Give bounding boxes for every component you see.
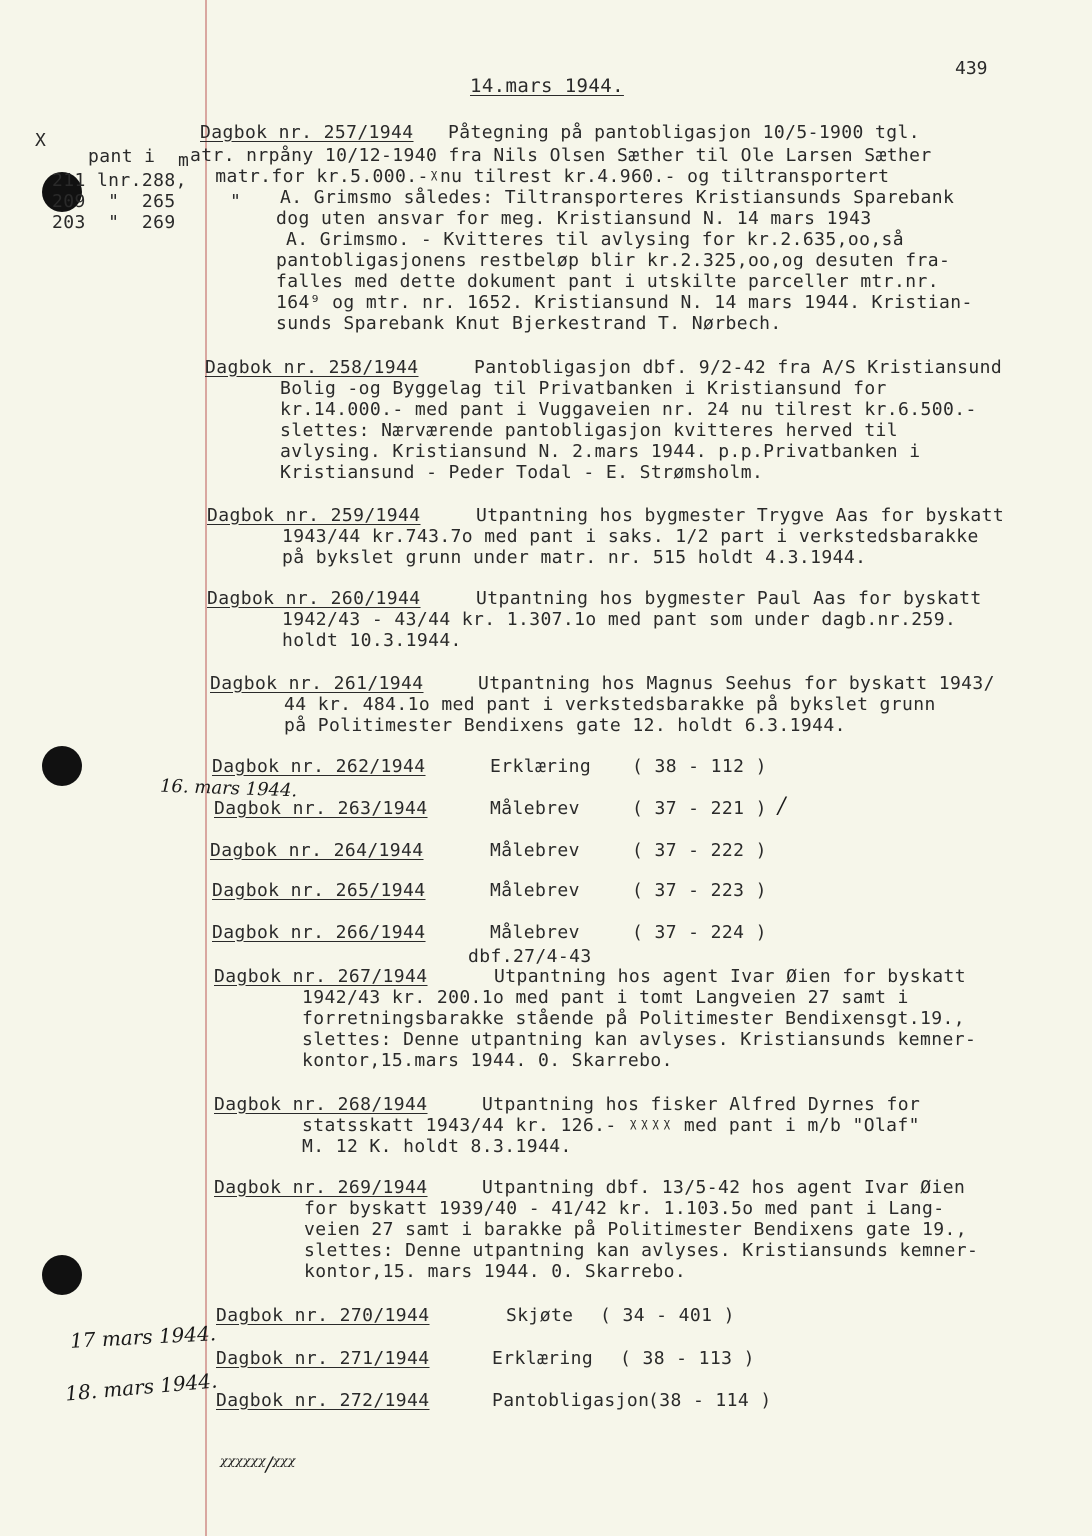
entry-line: 1942/43 kr. 200.1o med pant i tomt Langveien 27 samt i xyxy=(302,987,909,1008)
entry-line: kontor,15.mars 1944. 0. Skarrebo. xyxy=(302,1050,673,1071)
entry-doc-type: Pantobligasjon xyxy=(492,1390,650,1411)
entry-line: Utpantning hos bygmester Paul Aas for byskatt xyxy=(476,588,982,609)
entry-id: Dagbok nr. 269/1944 xyxy=(214,1177,428,1198)
entry-id: Dagbok nr. 258/1944 xyxy=(205,357,419,378)
handwritten-mark: / xyxy=(778,794,786,819)
entry-doc-type: Målebrev xyxy=(490,840,580,861)
entry-line: statsskatt 1943/44 kr. 126.- ᵡᵡᵡᵡ med pant i m/b "Olaf" xyxy=(302,1115,920,1136)
entry-id: Dagbok nr. 261/1944 xyxy=(210,673,424,694)
entry-doc-type: Målebrev xyxy=(490,922,580,943)
entry-id: Dagbok nr. 260/1944 xyxy=(207,588,421,609)
entry-id: Dagbok nr. 268/1944 xyxy=(214,1094,428,1115)
date-heading: 14.mars 1944. xyxy=(470,75,624,97)
entry-line: Kristiansund - Peder Todal - E. Strømsholm. xyxy=(280,462,764,483)
entry-line: kontor,15. mars 1944. 0. Skarrebo. xyxy=(304,1261,687,1282)
margin-note: 211 lnr.288, xyxy=(52,170,187,191)
punch-hole xyxy=(42,1255,82,1295)
entry-id: Dagbok nr. 271/1944 xyxy=(216,1348,430,1369)
punch-hole xyxy=(42,746,82,786)
entry-id: Dagbok nr. 259/1944 xyxy=(207,505,421,526)
entry-line: Utpantning hos bygmester Trygve Aas for byskatt xyxy=(476,505,1005,526)
entry-doc-type: Erklæring xyxy=(490,756,592,777)
entry-ref: ( 38 - 113 ) xyxy=(620,1348,755,1369)
margin-rule xyxy=(205,0,207,1536)
entry-line: på Politimester Bendixens gate 12. holdt 6.3.1944. xyxy=(284,715,846,736)
entry-line: A. Grimsmo således: Tiltransporteres Kristiansunds Sparebank xyxy=(280,187,955,208)
entry-id: Dagbok nr. 265/1944 xyxy=(212,880,426,901)
entry-id: Dagbok nr. 264/1944 xyxy=(210,840,424,861)
entry-ref: ( 38 - 112 ) xyxy=(632,756,767,777)
entry-line: pantobligasjonens restbeløp blir kr.2.325,oo,og desuten fra- xyxy=(276,250,951,271)
entry-line: 1943/44 kr.743.7o med pant i saks. 1/2 part i verkstedsbarakke xyxy=(282,526,979,547)
entry-line: slettes: Denne utpantning kan avlyses. Kristiansunds kemner- xyxy=(304,1240,979,1261)
entry-doc-type: Målebrev xyxy=(490,798,580,819)
entry-line: Utpantning hos agent Ivar Øien for byskatt xyxy=(494,966,966,987)
entry-line: slettes: Denne utpantning kan avlyses. Kristiansunds kemner- xyxy=(302,1029,977,1050)
margin-note: 203 " 269 xyxy=(52,212,176,233)
margin-x-mark: X xyxy=(35,130,47,151)
entry-line: slettes: Nærværende pantobligasjon kvitteres herved til xyxy=(280,420,899,441)
entry-id: Dagbok nr. 262/1944 xyxy=(212,756,426,777)
entry-line: M. 12 K. holdt 8.3.1944. xyxy=(302,1136,572,1157)
entry-ref: ( 37 - 223 ) xyxy=(632,880,767,901)
entry-ref: ( 37 - 224 ) xyxy=(632,922,767,943)
entry-line: matr.for kr.5.000.-ᵡnu tilrest kr.4.960.- og tiltransportert xyxy=(204,166,890,187)
entry-ref: ( 37 - 222 ) xyxy=(632,840,767,861)
entry-pre-note: dbf.27/4-43 xyxy=(468,946,592,967)
entry-line: atr. nrpåny 10/12-1940 fra Nils Olsen Sæther til Ole Larsen Sæther xyxy=(190,145,932,166)
entry-line: sunds Sparebank Knut Bjerkestrand T. Nørbech. xyxy=(276,313,782,334)
entry-id: Dagbok nr. 257/1944 xyxy=(200,122,414,143)
entry-line: avlysing. Kristiansund N. 2.mars 1944. p.p.Privatbanken i xyxy=(280,441,921,462)
entry-line: Pantobligasjon dbf. 9/2-42 fra A/S Kristiansund xyxy=(474,357,1003,378)
handwritten-date: 17 mars 1944. xyxy=(69,1321,217,1353)
entry-doc-type: Erklæring xyxy=(492,1348,594,1369)
entry-line: for byskatt 1939/40 - 41/42 kr. 1.103.5o med pant i Lang- xyxy=(304,1198,945,1219)
entry-ref: (38 - 114 ) xyxy=(648,1390,772,1411)
entry-ref: ( 34 - 401 ) xyxy=(600,1305,735,1326)
entry-id: Dagbok nr. 263/1944 xyxy=(214,798,428,819)
entry-line: kr.14.000.- med pant i Vuggaveien nr. 24 nu tilrest kr.6.500.- xyxy=(280,399,977,420)
entry-line: forretningsbarakke stående på Politimester Bendixensgt.19., xyxy=(302,1008,965,1029)
entry-line: 1942/43 - 43/44 kr. 1.307.1o med pant som under dagb.nr.259. xyxy=(282,609,957,630)
handwritten-date: 16. mars 1944. xyxy=(159,775,298,802)
entry-line: A. Grimsmo. - Kvitteres til avlysing for kr.2.635,oo,så xyxy=(286,229,905,250)
margin-note: m xyxy=(178,150,190,171)
entry-id: Dagbok nr. 272/1944 xyxy=(216,1390,430,1411)
entry-line: Utpantning dbf. 13/5-42 hos agent Ivar Øien xyxy=(482,1177,966,1198)
entry-line: veien 27 samt i barakke på Politimester Bendixens gate 19., xyxy=(304,1219,967,1240)
entry-line: Påtegning på pantobligasjon 10/5-1900 tgl. xyxy=(448,122,920,143)
handwritten-date: 18. mars 1944. xyxy=(64,1368,219,1406)
entry-doc-type: Skjøte xyxy=(506,1305,574,1326)
handwritten-scribble: ᵡᵡᵡᵡᵡᵡ/ᵡᵡᵡ xyxy=(220,1452,296,1476)
entry-ref: ( 37 - 221 ) xyxy=(632,798,767,819)
entry-line: Utpantning hos fisker Alfred Dyrnes for xyxy=(482,1094,921,1115)
entry-line: 164⁹ og mtr. nr. 1652. Kristiansund N. 14 mars 1944. Kristian- xyxy=(276,292,973,313)
entry-doc-type: Målebrev xyxy=(490,880,580,901)
margin-note: pant i xyxy=(88,146,156,167)
entry-id: Dagbok nr. 266/1944 xyxy=(212,922,426,943)
entry-line: Bolig -og Byggelag til Privatbanken i Kristiansund for xyxy=(280,378,887,399)
entry-line: Utpantning hos Magnus Seehus for byskatt 1943/ xyxy=(478,673,995,694)
entry-line: falles med dette dokument pant i utskilte parceller mtr.nr. xyxy=(276,271,939,292)
entry-line: 44 kr. 484.1o med pant i verkstedsbarakke på bykslet grunn xyxy=(284,694,936,715)
entry-line: holdt 10.3.1944. xyxy=(282,630,462,651)
entry-line: dog uten ansvar for meg. Kristiansund N. 14 mars 1943 xyxy=(276,208,872,229)
entry-id: Dagbok nr. 270/1944 xyxy=(216,1305,430,1326)
margin-ditto: " xyxy=(230,191,242,212)
margin-note: 209 " 265 xyxy=(52,191,176,212)
entry-id: Dagbok nr. 267/1944 xyxy=(214,966,428,987)
entry-line: på bykslet grunn under matr. nr. 515 holdt 4.3.1944. xyxy=(282,547,867,568)
page-number: 439 xyxy=(955,58,988,79)
